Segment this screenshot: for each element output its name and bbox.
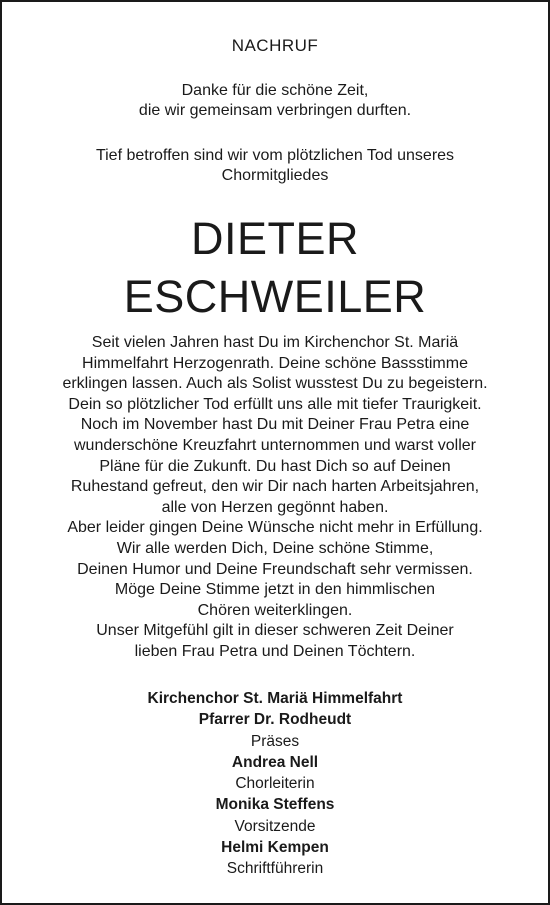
eulogy-line: Dein so plötzlicher Tod erfüllt uns alle mit tiefer Traurigkeit. [68, 395, 482, 413]
notice-heading: NACHRUF [231, 36, 319, 55]
opening-quote [2, 81, 548, 121]
eulogy-line: erklingen lassen. Auch als Solist wusstest Du zu begeistern. [62, 375, 488, 393]
eulogy-line: Deinen Humor und Deine Freundschaft sehr vermissen. [77, 560, 473, 578]
intro-line: Chormitgliedes [221, 167, 329, 184]
signatures [2, 688, 548, 880]
signature-role: Vorsitzende [234, 817, 316, 835]
eulogy-line: wunderschöne Kreuzfahrt unternommen und warst voller [74, 436, 476, 454]
eulogy-line: Wir alle werden Dich, Deine schöne Stimme, [116, 539, 434, 557]
intro-line: Tief betroffen sind wir vom plötzlichen Tod unseres [95, 147, 455, 164]
eulogy-line: Ruhestand gefreut, den wir Dir nach harten Arbeitsjahren, [70, 478, 480, 496]
eulogy-line: Möge Deine Stimme jetzt in den himmlischen [114, 581, 436, 599]
intro-text [2, 146, 548, 186]
eulogy-line: Seit vielen Jahren hast Du im Kirchenchor St. Mariä [91, 334, 459, 351]
signature-name: Andrea Nell [231, 753, 319, 771]
first-name: DIETER [190, 213, 359, 264]
deceased-name [2, 210, 548, 326]
quote-line: die wir gemeinsam verbringen durften. [138, 102, 412, 119]
eulogy-line: lieben Frau Petra und Deinen Töchtern. [134, 642, 416, 660]
quote-line: Danke für die schöne Zeit, [181, 82, 369, 99]
signature-name: Helmi Kempen [221, 839, 329, 857]
signature-organization: Kirchenchor St. Mariä Himmelfahrt [147, 690, 403, 707]
eulogy-line: Chören weiterklingen. [197, 601, 353, 619]
eulogy-line: Noch im November hast Du mit Deiner Frau Petra eine [80, 416, 470, 434]
eulogy-text [2, 333, 548, 663]
eulogy-line: Himmelfahrt Herzogenrath. Deine schöne Bassstimme [82, 354, 468, 372]
signature-role: Chorleiterin [235, 775, 315, 793]
signature-role: Präses [250, 732, 300, 750]
eulogy-line: Aber leider gingen Deine Wünsche nicht mehr in Erfüllung. [67, 519, 483, 537]
signature-name: Monika Steffens [215, 796, 335, 814]
signature-name: Pfarrer Dr. Rodheudt [198, 711, 352, 729]
eulogy-line: alle von Herzen gegönnt haben. [161, 498, 389, 516]
signature-role: Schriftführerin [226, 860, 324, 878]
eulogy-line: Unser Mitgefühl gilt in dieser schweren Zeit Deiner [96, 622, 454, 640]
last-name: ESCHWEILER [123, 271, 427, 322]
eulogy-line: Pläne für die Zukunft. Du hast Dich so auf Deinen [99, 457, 451, 475]
